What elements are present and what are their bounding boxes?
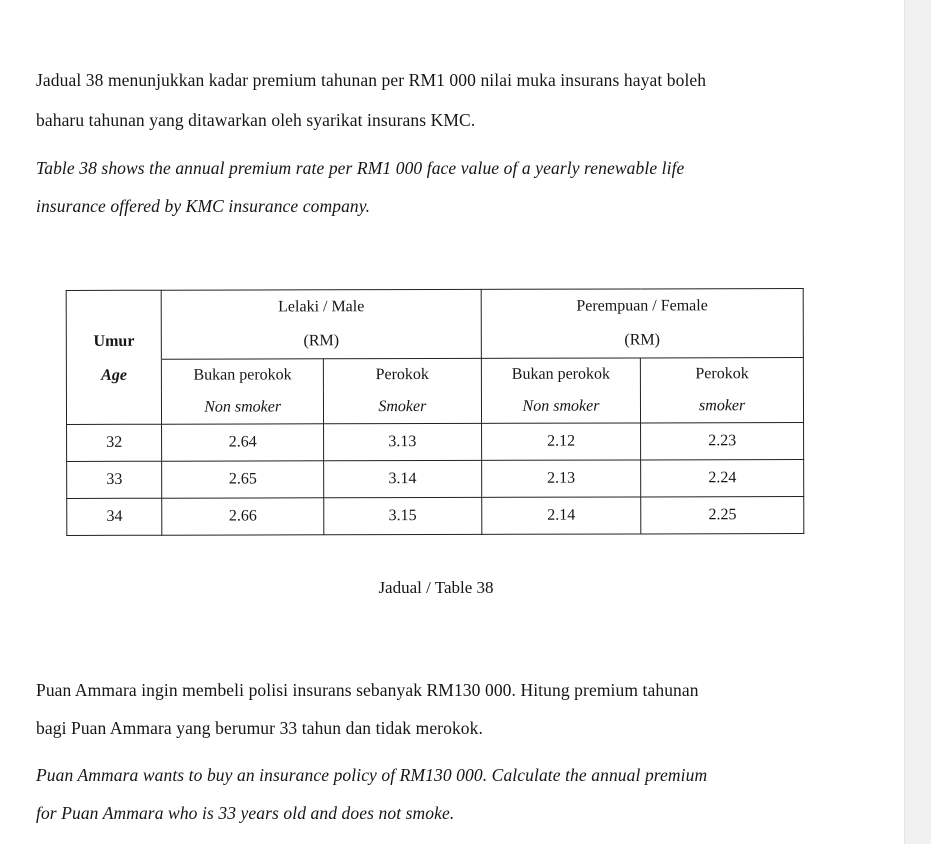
question-english-line-1: Puan Ammara wants to buy an insurance policy of RM130 000. Calculate the annual premium (36, 765, 708, 785)
female-smoker-malay: Perokok (641, 358, 804, 391)
male-nonsmoker-english: Non smoker (162, 391, 324, 424)
age-cell: 32 (67, 424, 162, 461)
male-smoker-cell: 3.15 (324, 497, 482, 534)
male-smoker-cell: 3.14 (324, 460, 482, 497)
female-header: Perempuan / Female (481, 289, 803, 324)
question-english-line-2: for Puan Ammara who is 33 years old and does not smoke. (36, 803, 455, 823)
female-nonsmoker-malay: Bukan perokok (481, 358, 641, 391)
male-nonsmoker-malay: Bukan perokok (162, 359, 324, 392)
intro-malay-line-2: baharu tahunan yang ditawarkan oleh syarikat insurans KMC. (36, 110, 476, 130)
right-margin-strip (904, 0, 931, 844)
premium-rate-table (66, 288, 805, 536)
male-nonsmoker-cell: 2.64 (162, 424, 324, 461)
male-nonsmoker-cell: 2.65 (162, 461, 324, 498)
male-smoker-malay: Perokok (323, 358, 481, 391)
male-header: Lelaki / Male (162, 289, 481, 324)
question-malay-line-1: Puan Ammara ingin membeli polisi insurans sebanyak RM130 000. Hitung premium tahunan (36, 680, 699, 700)
male-nonsmoker-cell: 2.66 (162, 498, 324, 535)
age-header-cell-top (66, 290, 161, 325)
age-cell: 34 (67, 498, 162, 535)
age-header-english: Age (66, 359, 161, 392)
female-smoker-english: smoker (641, 390, 804, 423)
female-smoker-cell: 2.24 (641, 460, 804, 497)
male-smoker-english: Smoker (323, 391, 481, 424)
female-nonsmoker-cell: 2.13 (481, 460, 641, 497)
intro-english-line-1: Table 38 shows the annual premium rate per RM1 000 face value of a yearly renewable life (36, 158, 685, 178)
female-nonsmoker-cell: 2.14 (481, 497, 641, 534)
table-caption: Jadual / Table 38 (378, 578, 494, 597)
male-currency: (RM) (162, 324, 481, 359)
age-header-cell-bottom (66, 392, 161, 425)
female-smoker-cell: 2.25 (641, 497, 804, 534)
female-currency: (RM) (481, 323, 803, 358)
female-nonsmoker-cell: 2.12 (481, 423, 641, 460)
table-row (67, 497, 804, 536)
intro-malay-line-1: Jadual 38 menunjukkan kadar premium tahunan per RM1 000 nilai muka insurans hayat boleh (36, 70, 707, 90)
female-nonsmoker-english: Non smoker (481, 390, 641, 423)
intro-english-line-2: insurance offered by KMC insurance company. (36, 196, 371, 216)
age-header-malay: Umur (66, 325, 161, 360)
female-smoker-cell: 2.23 (641, 423, 804, 460)
age-cell: 33 (67, 461, 162, 498)
table-row (67, 460, 804, 499)
question-malay-line-2: bagi Puan Ammara yang berumur 33 tahun dan tidak merokok. (36, 718, 483, 738)
male-smoker-cell: 3.13 (323, 423, 481, 460)
table-row (67, 423, 804, 462)
